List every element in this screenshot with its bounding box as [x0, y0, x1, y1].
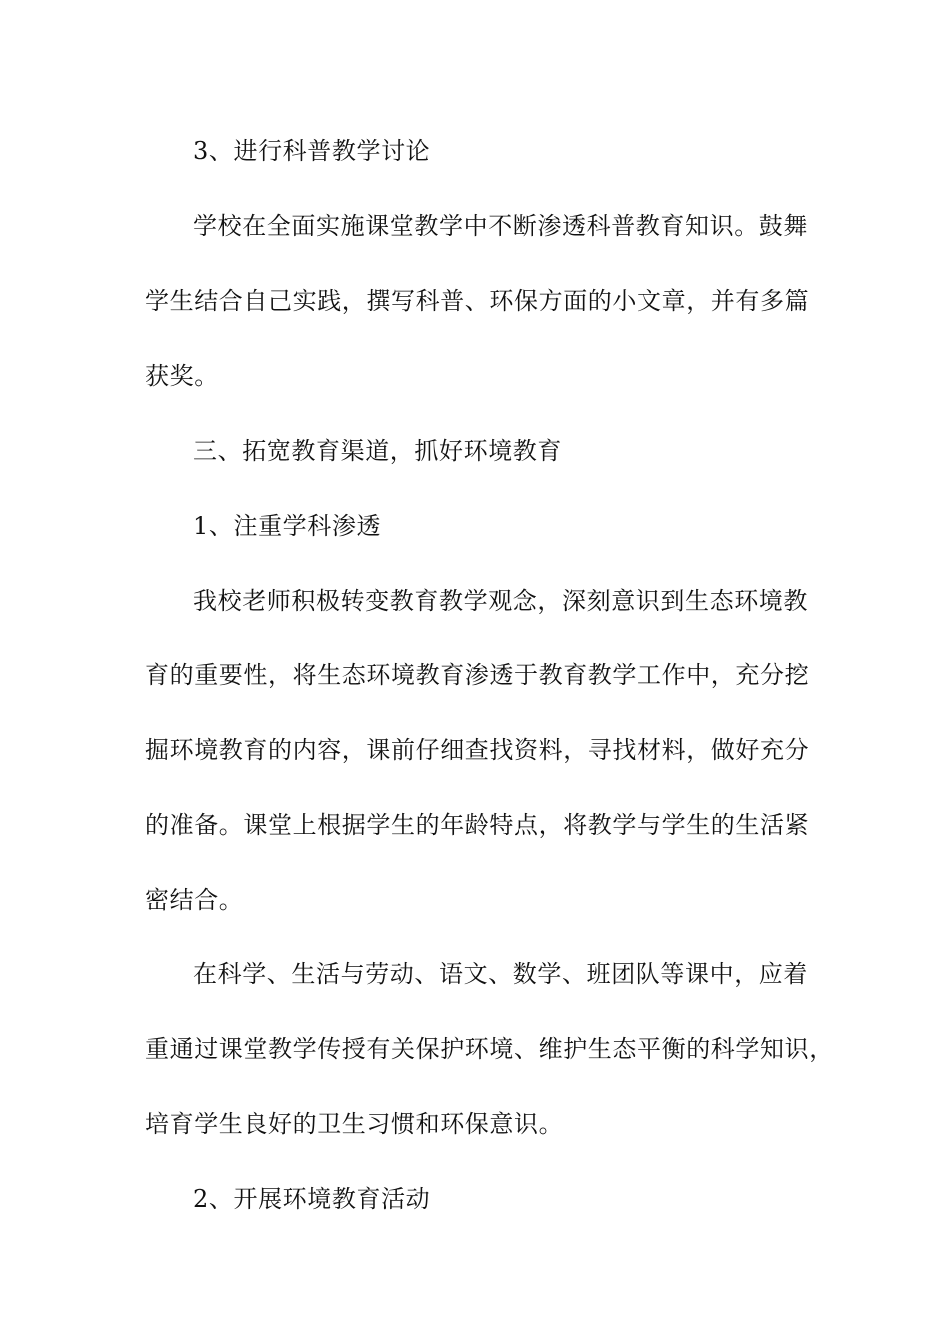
paragraph-line: 培育学生良好的卫生习惯和环保意识。 [145, 1110, 564, 1138]
paragraph-line: 学校在全面实施课堂教学中不断渗透科普教育知识。鼓舞 [193, 212, 808, 240]
paragraph-line: 学生结合自己实践，撰写科普、环保方面的小文章，并有多篇 [145, 287, 810, 315]
paragraph-line: 掘环境教育的内容，课前仔细查找资料，寻找材料，做好充分 [145, 736, 810, 764]
subheading-3: 3、进行科普教学讨论 [193, 137, 431, 165]
paragraph-line: 的准备。课堂上根据学生的年龄特点，将教学与学生的生活紧 [145, 811, 810, 839]
paragraph-line: 我校老师积极转变教育教学观念，深刻意识到生态环境教 [193, 587, 808, 615]
section-heading-3: 三、拓宽教育渠道，抓好环境教育 [193, 437, 562, 465]
paragraph-line: 在科学、生活与劳动、语文、数学、班团队等课中，应着 [193, 960, 808, 988]
paragraph-line: 密结合。 [145, 886, 244, 914]
paragraph-line: 育的重要性，将生态环境教育渗透于教育教学工作中，充分挖 [145, 661, 810, 689]
subheading-2: 2、开展环境教育活动 [193, 1185, 431, 1213]
subheading-1: 1、注重学科渗透 [193, 512, 382, 540]
paragraph-line: 重通过课堂教学传授有关保护环境、维护生态平衡的科学知识， [145, 1035, 834, 1063]
paragraph-line: 获奖。 [145, 362, 219, 390]
